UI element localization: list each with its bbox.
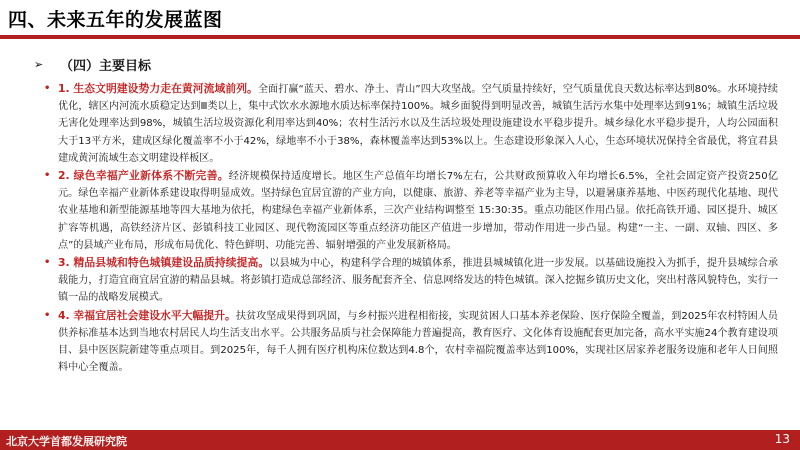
goal-body: 以县城为中心，构建科学合理的城镇体系，推进县城城镇化进一步发展。以基础设施投入为抓手，提升县城综合承载能力，打造宜商宜居宜游的精品县城。将彭镇打造成总部经济、服务配套齐全、信息网络发达的特色城镇。深入挖掘乡镇历史文化，突出村落风貌特色，实行一镇一品的战略发展模式。 bbox=[58, 258, 778, 304]
page-title: 四、未来五年的发展蓝图 bbox=[8, 9, 223, 31]
section-heading bbox=[34, 55, 151, 74]
footer-bar bbox=[0, 430, 800, 450]
goal-title: 3. 精品县城和特色城镇建设品质持续提高。 bbox=[58, 256, 270, 270]
arrow-bullet-icon: ➢ bbox=[34, 58, 44, 71]
footer-org: 北京大学首都发展研究院 bbox=[6, 435, 127, 448]
goal-item-4 bbox=[44, 307, 779, 377]
bullet-icon: • bbox=[44, 170, 51, 182]
title-bar bbox=[0, 0, 800, 36]
goal-title: 4. 幸福宜居社会建设水平大幅提升。 bbox=[58, 308, 236, 322]
goals-list bbox=[44, 80, 779, 376]
section-heading-text: （四）主要目标 bbox=[60, 59, 152, 74]
title-underline bbox=[0, 35, 800, 39]
goal-item-2 bbox=[44, 167, 778, 254]
goal-body: 经济规模保持适度增长。地区生产总值年均增长7%左右，公共财政预算收入年均增长6.5%，全社会固定资产投资250亿元。绿色幸福产业新体系建设取得明显成效。坚持绿色宜居宜游的产业方向，以健康、旅游、养老等幸福产业为主导，以避暑康养基地、中医药现代化基地、现代农业基地和新型能源基地等四大基地为依托，构建绿色幸福产业新体系，三次产业结构调整至 15:30:35。重点功能区作用凸显。依托高铁开通、园区提升、城区扩容等机遇，高铁经济片区、彭镇科技工业园区、现代物流园区等重点经济功能区产值进一步增加，带动作用进一步凸显。构建“一主、一副、双轴、四区、多点”的县域产业布局，形成布局优化、特色鲜明、功能完善、辐射增强的产业发展新格局。 bbox=[58, 171, 778, 251]
goal-body: 扶贫攻坚成果得到巩固，与乡村振兴进程相衔接，实现贫困人口基本养老保险、医疗保险全覆盖，到2025年农村特困人员供养标准基本达到当地农村居民人均生活支出水平。公共服务品质与社会保障能力普遍提高，教育医疗、文化体育设施配套更加完备，高水平实施24个教育建设项目、县中医医院新建等重点项目。到2025年，每千人拥有医疗机构床位数达到4.8个，农村幸福院覆盖率达到100%，实现社区居家养老服务设施和老年人日间照料中心全覆盖。 bbox=[58, 310, 779, 374]
goal-item-1 bbox=[44, 80, 779, 167]
bullet-icon: • bbox=[44, 83, 51, 94]
goal-title: 1. 生态文明建设势力走在黄河流域前列。 bbox=[58, 82, 258, 95]
goal-body: 全面打赢“蓝天、碧水、净土、青山”四大攻坚战。空气质量持续好，空气质量优良天数达标率达到80%。水环境持续优化，辖区内河流水质稳定达到Ⅲ类以上，集中式饮水水源地水质达标率保持100%。城乡面貌得到明显改善，城镇生活污水集中处理率达到91%；城镇生活垃圾无害化处理率达到98%，城镇生活垃圾资源化利用率达到40%；农村生活污水以及生活垃圾处理设施建设水平稳步提升。城乡绿化水平稳步提升，人均公园面积大于13平方米，建成区绿化覆盖率不小于42%，绿地率不小于38%，森林覆盖率达到53%以上。生态建设形象深入人心，生态环境状况保持全省最优，将宜君县建成黄河流域生态文明建设样板区。 bbox=[58, 84, 779, 164]
goal-item-3 bbox=[44, 254, 778, 307]
goal-title: 2. 绿色幸福产业新体系不断完善。 bbox=[58, 169, 229, 183]
bullet-icon: • bbox=[44, 257, 51, 269]
bullet-icon: • bbox=[44, 309, 51, 321]
page-number: 13 bbox=[774, 432, 790, 446]
